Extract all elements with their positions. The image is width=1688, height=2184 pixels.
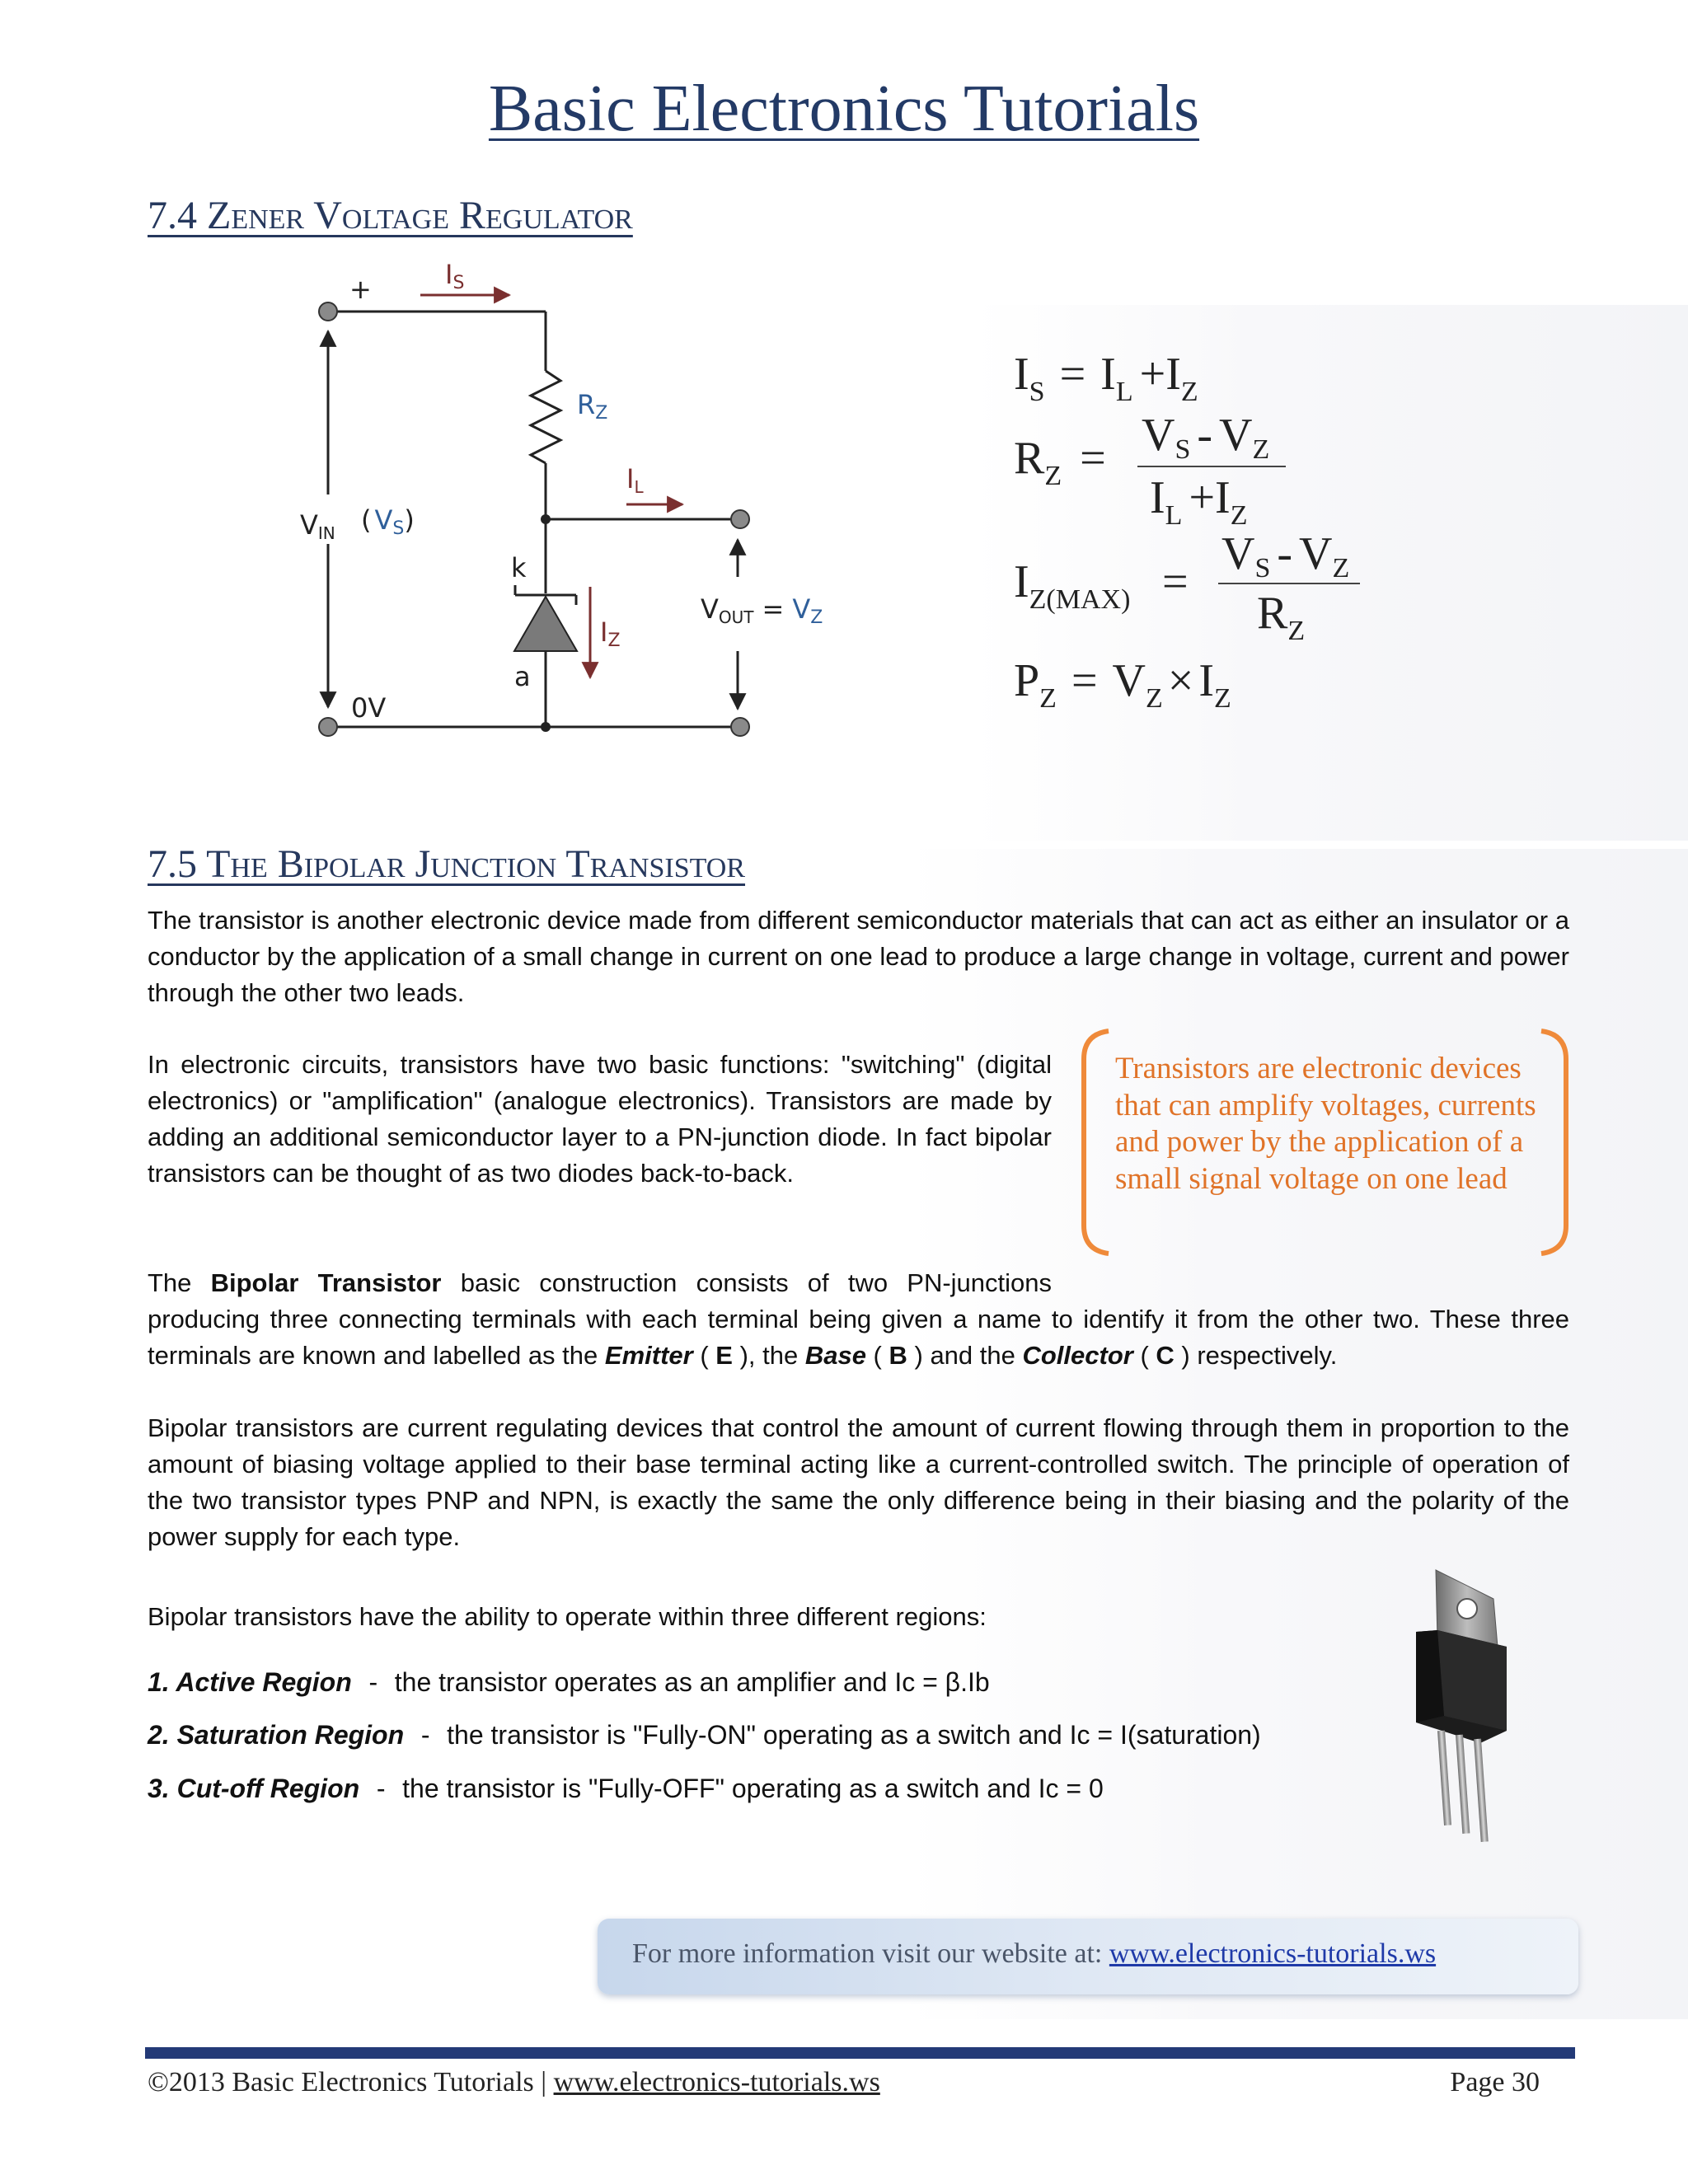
label-plus: +	[349, 274, 372, 305]
term-bipolar-transistor: Bipolar Transistor	[210, 1268, 442, 1297]
label-a: a	[514, 661, 531, 692]
term-base: Base	[804, 1341, 866, 1370]
equation-izmax-numerator: VS - VZ	[1221, 528, 1350, 583]
equation-izmax-denominator: $R_Z$	[1257, 588, 1306, 646]
section-heading-zener: 7.4 Zener Voltage Regulator	[148, 194, 633, 237]
page-title: Basic Electronics Tutorials	[488, 73, 1200, 145]
page-number: Page 30	[1450, 2067, 1540, 2097]
label-is: IS	[445, 259, 465, 293]
section-heading-bjt: 7.5 The Bipolar Junction Transistor	[148, 842, 746, 886]
footer-rule	[145, 2047, 1575, 2059]
label-il: IL	[626, 463, 644, 497]
term-emitter: Emitter	[604, 1341, 693, 1370]
paragraph-intro: The transistor is another electronic device made from different semiconductor materials that can act as either an insulator or a conductor by the application of a small change in current on one lead to produce a large change in voltage, current and power through the other two leads.	[148, 906, 1569, 1007]
zener-diode-symbol	[514, 597, 577, 651]
equation-izmax-lhs: $I_{Z(MAX)}$	[1014, 556, 1131, 615]
label-k: k	[511, 552, 527, 583]
website-link[interactable]: www.electronics-tutorials.ws	[1109, 1938, 1437, 1969]
info-text: For more information visit our website at: www.electronics-tutorials.ws	[632, 1938, 1437, 1969]
terminal-bottom-right	[731, 718, 749, 736]
list-item-saturation-region: 2. Saturation Region - the transistor is "Fully-ON" operating as a switch and Ic = I(saturation)	[148, 1720, 1261, 1750]
label-0v: 0V	[351, 692, 387, 724]
label-iz: IZ	[600, 616, 621, 651]
zener-circuit-diagram	[280, 247, 874, 758]
paragraph-functions: In electronic circuits, transistors have two basic functions: "switching" (digital electronics) or "amplification" (analogue electronics). Transistors are made by adding an additional semiconductor layer to a PN-junction diode. In fact bipolar transistors can be thought of as two diodes back-to-back.	[148, 1050, 1052, 1188]
zener-equations	[1006, 338, 1385, 717]
term-collector: Collector	[1022, 1341, 1133, 1370]
terminal-bottom-left	[319, 718, 337, 736]
terminal-top-right	[731, 510, 749, 528]
equation-pz: $P_Z = V_Z \times I_Z$	[1014, 655, 1231, 714]
terminal-top-left	[319, 302, 337, 321]
to-220-transistor-icon	[1401, 1566, 1525, 1850]
footer-copyright: ©2013 Basic Electronics Tutorials | www.electronics-tutorials.ws	[148, 2067, 880, 2097]
equation-rz-denominator: $I_L +I_Z$	[1150, 472, 1248, 531]
list-item-active-region: 1. Active Region - the transistor operates as an amplifier and Ic = β.Ib	[148, 1667, 990, 1697]
label-rz: RZ	[577, 389, 608, 424]
paragraph-regulation: Bipolar transistors are current regulating devices that control the amount of current flowing through them in proportion to the amount of biasing voltage applied to their base terminal acting like a current-controlled switch. The principle of operation of the two transistor types PNP and NPN, is exactly the same the only difference being in their biasing and the polarity of the power supply for each type.	[148, 1413, 1569, 1551]
footer-website-link[interactable]: www.electronics-tutorials.ws	[553, 2067, 880, 2097]
callout-box	[1076, 1026, 1574, 1258]
equation-izmax-op: =	[1162, 556, 1189, 607]
list-item-cutoff-region: 3. Cut-off Region - the transistor is "Fully-OFF" operating as a switch and Ic = 0	[148, 1774, 1104, 1803]
label-vin: VIN	[300, 509, 335, 543]
label-vout: VOUT = VZ	[701, 593, 823, 628]
equation-is: $I_S = I_L +I_Z$	[1014, 349, 1198, 407]
paragraph-construction: The Bipolar Transistor basic construction consists of two PN-junctions producing three connecting terminals with each terminal being given a name to identify it from the other two. These three terminals are known and labelled as the Emitter ( E ), the Base ( B ) and the Collector ( C ) respectively.	[148, 1268, 1569, 1370]
paragraph-regions-intro: Bipolar transistors have the ability to operate within three different regions:	[148, 1602, 987, 1631]
equation-rz-lhs: $R_Z$ =	[1014, 433, 1106, 491]
info-box	[598, 1919, 1578, 1994]
callout-text: Transistors are electronic devices that can amplify voltages, currents and power by the application of a small signal voltage on one lead	[1115, 1052, 1536, 1196]
label-vs: ( VS)	[361, 504, 415, 539]
equation-rz-numerator: VS - VZ	[1142, 410, 1270, 465]
